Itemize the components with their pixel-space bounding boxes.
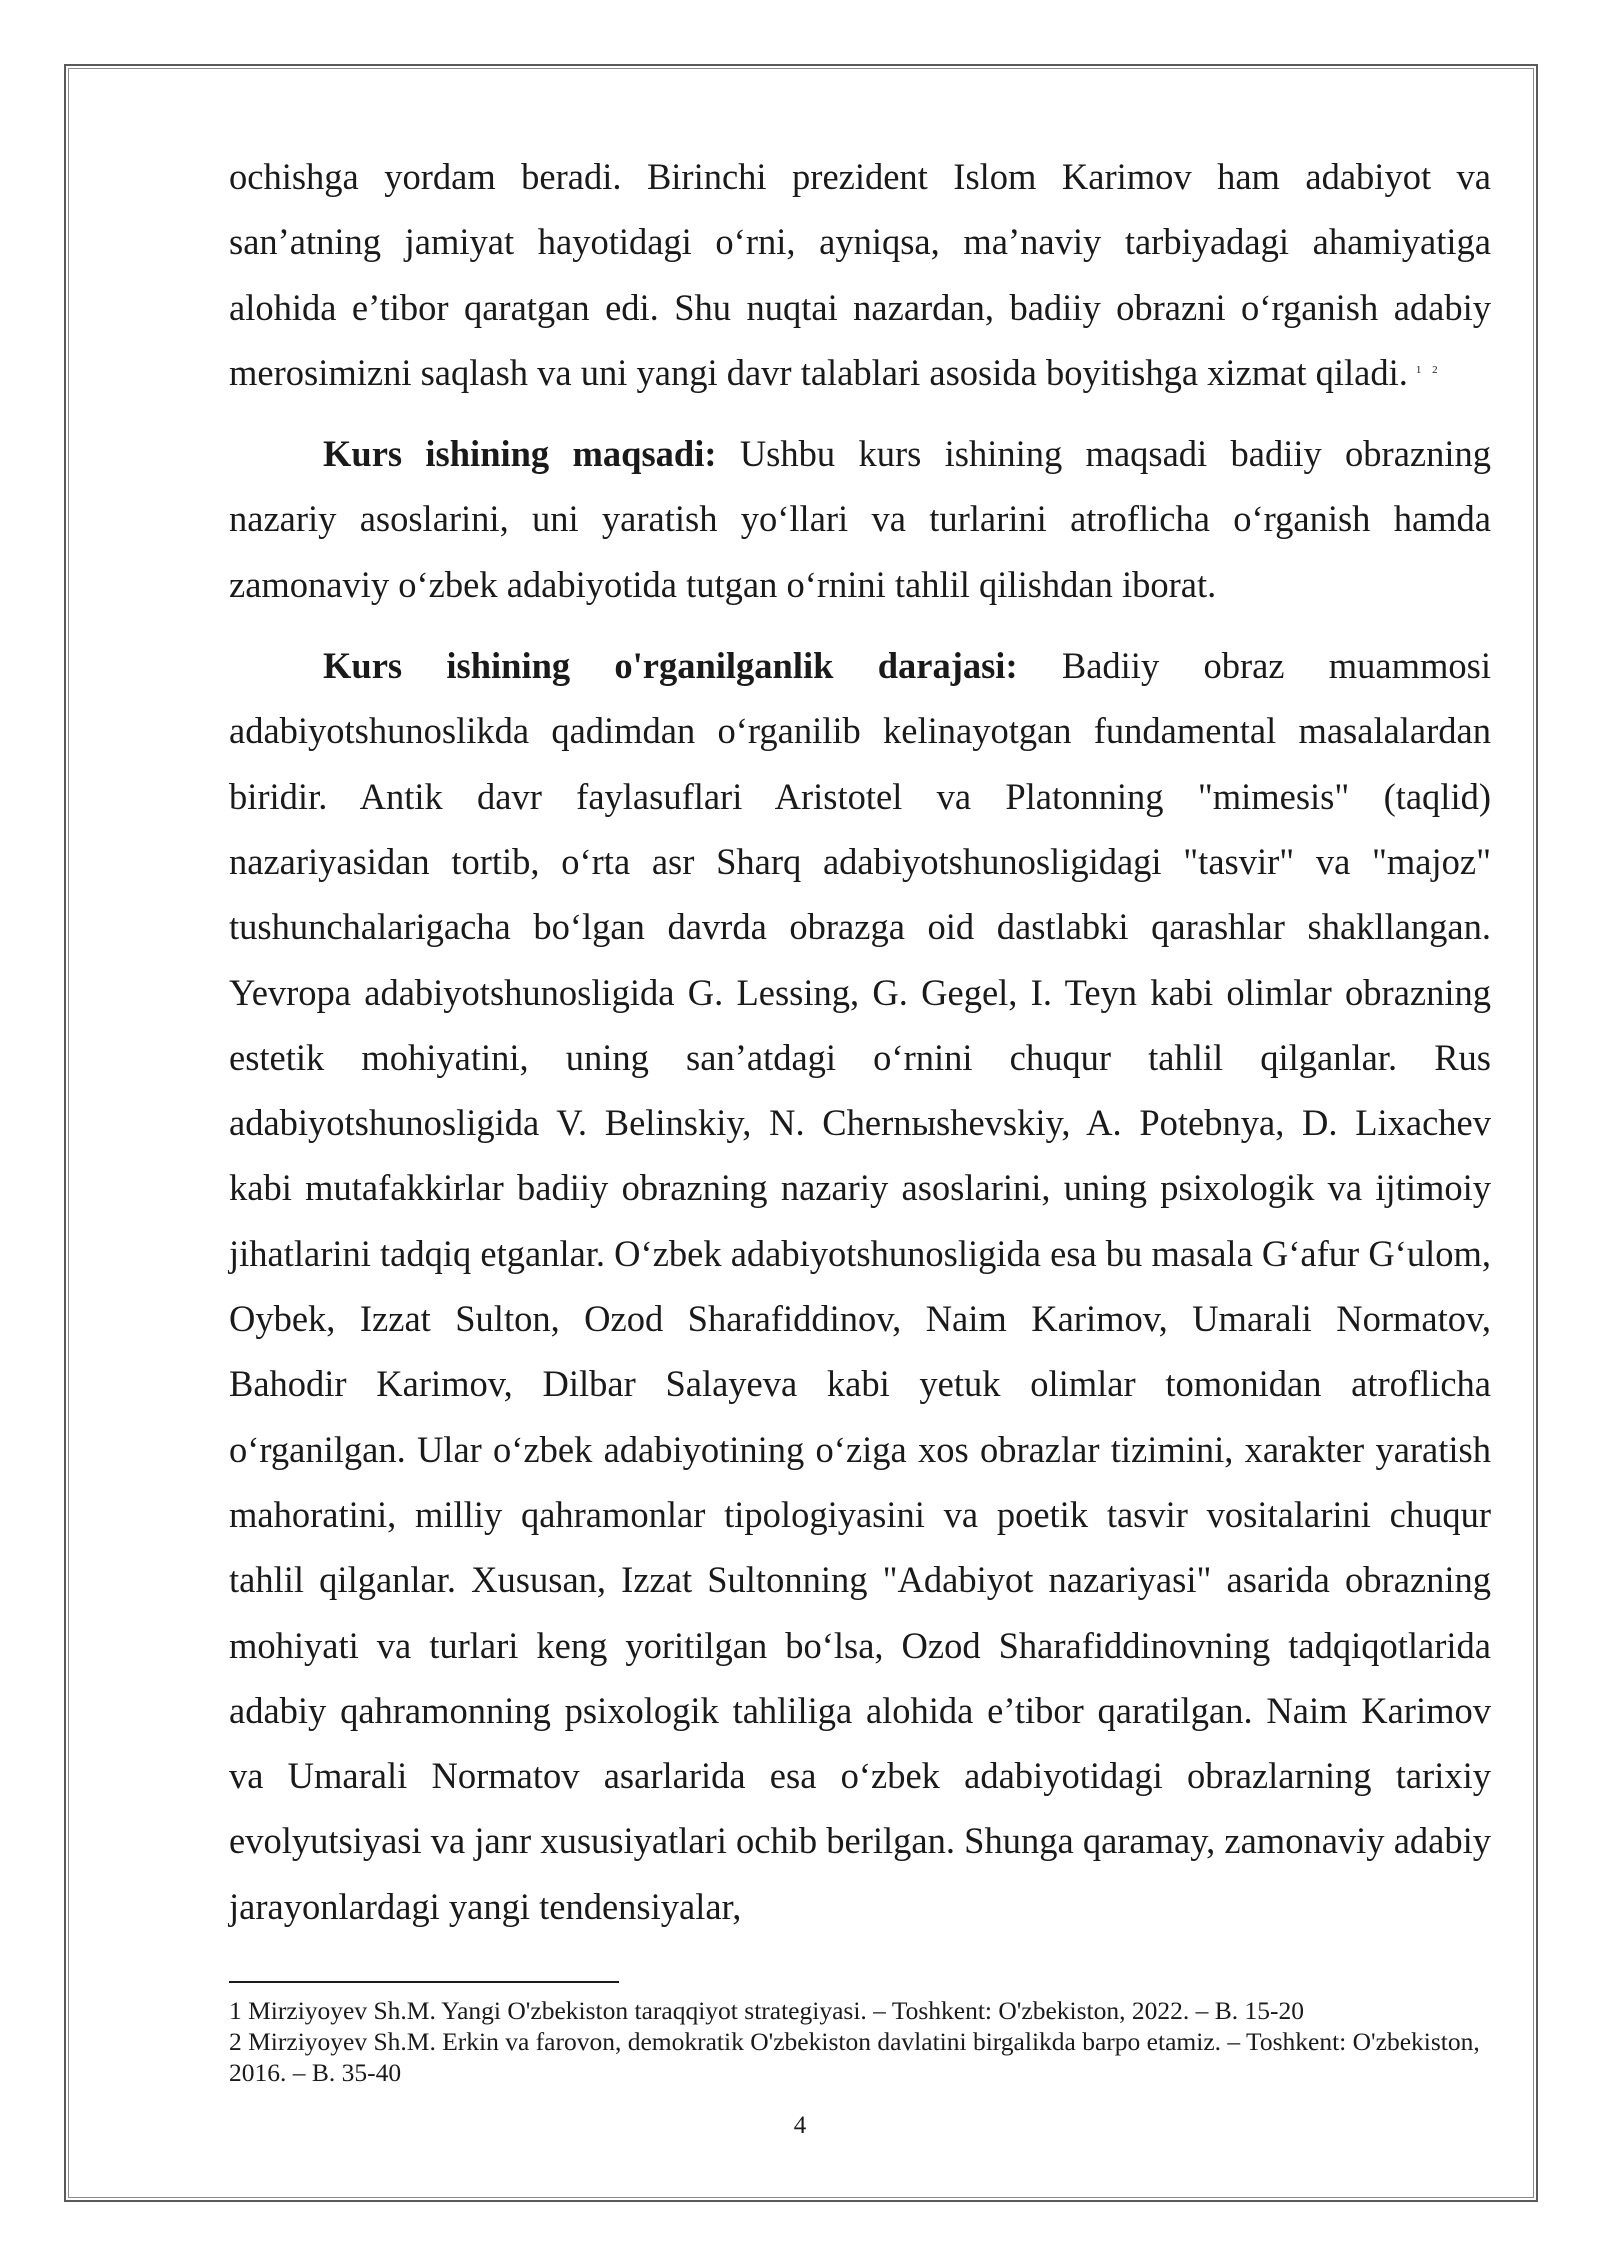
footnote-2: 2 Mirziyoyev Sh.M. Erkin va farovon, demokratik O'zbekiston davlatini birgalikda barpo etamiz. – Toshkent: O'zbekiston, 2016. – B. 35-40 (229, 2027, 1480, 2087)
footnote-separator (229, 1981, 619, 1983)
footnote-reference[interactable]: 1 2 (1415, 363, 1442, 376)
section-heading-goal: Kurs ishining maqsadi: (323, 433, 717, 475)
page-number: 4 (793, 2112, 807, 2139)
paragraph-text: ochishga yordam beradi. Birinchi prezident Islom Karimov ham adabiyot va san’atning jamiyat hayotidagi o‘rni, ayniqsa, ma’naviy tarbiyadagi ahamiyatiga alohida e’tibor qaratgan edi. Shu nuqtai nazardan, badiiy obrazni o‘rganish adabiy merosimizni saqlash va uni yangi davr talablari asosida boyitishga xizmat qiladi. (229, 156, 1491, 393)
paragraph-text: Badiiy obraz muammosi adabiyotshunoslikda qadimdan o‘rganilib kelinayotgan fundamental masalalardan biridir. Antik davr faylasuflari Aristotel va Platonning "mimesis" (taqlid) nazariyasidan tortib, o‘rta asr Sharq adabiyotshunosligidagi "tasvir" va "majoz" tushunchalarigacha bo‘lgan davrda obrazga oid dastlabki qarashlar shakllangan. Yevropa adabiyotshunosligida G. Lessing, G. Gegel, I. Teyn kabi olimlar obrazning estetik mohiyatini, uning san’atdagi o‘rnini chuqur tahlil qilganlar. Rus adabiyotshunosligida V. Belinskiy, N. Chernыshevskiy, A. Potebnya, D. Lixachev kabi mutafakkirlar badiiy obrazning nazariy asoslarini, uning psixologik va ijtimoiy jihatlarini tadqiq etganlar. O‘zbek adabiyotshunosligida esa bu masala G‘afur G‘ulom, Oybek, Izzat Sulton, Ozod Sharafiddinov, Naim Karimov, Umarali Normatov, Bahodir Karimov, Dilbar Salayeva kabi yetuk olimlar tomonidan atroflicha o‘rganilgan. Ular o‘zbek adabiyotining o‘ziga xos obrazlar tizimini, xarakter yaratish mahoratini, milliy qahramonlar tipologiyasini va poetik tasvir vositalarini chuqur tahlil qilganlar. Xususan, Izzat Sultonning "Adabiyot nazariyasi" asarida obrazning mohiyati va turlari keng yoritilgan bo‘lsa, Ozod Sharafiddinovning tadqiqotlarida adabiy qahramonning psixologik tahliliga alohida e’tibor qaratilgan. Naim Karimov va Umarali Normatov asarlarida esa o‘zbek adabiyotidagi obrazlarning tarixiy evolyutsiyasi va janr xususiyatlari ochib berilgan. Shunga qaramay, zamonaviy adabiy jarayonlardagi yangi tendensiyalar, (229, 645, 1491, 1927)
paragraph-text: Ushbu kurs ishining maqsadi badiiy obrazning nazariy asoslarini, uni yaratish yo‘llari va turlarini atroflicha o‘rganish hamda zamonaviy o‘zbek adabiyotida tutgan o‘rnini tahlil qilishdan iborat. (229, 433, 1491, 605)
paragraph-research-level (229, 633, 1491, 1939)
section-heading-research-level: Kurs ishining o'rganilganlik darajasi: (323, 645, 1018, 687)
paragraph-goal (229, 421, 1491, 617)
footnotes-section (229, 1995, 1491, 2088)
footnote-1: 1 Mirziyoyev Sh.M. Yangi O'zbekiston taraqqiyot strategiyasi. – Toshkent: O'zbekiston, 2022. – B. 15-20 (229, 1996, 1305, 2025)
paragraph-intro (229, 144, 1491, 405)
document-body (229, 144, 1491, 1955)
